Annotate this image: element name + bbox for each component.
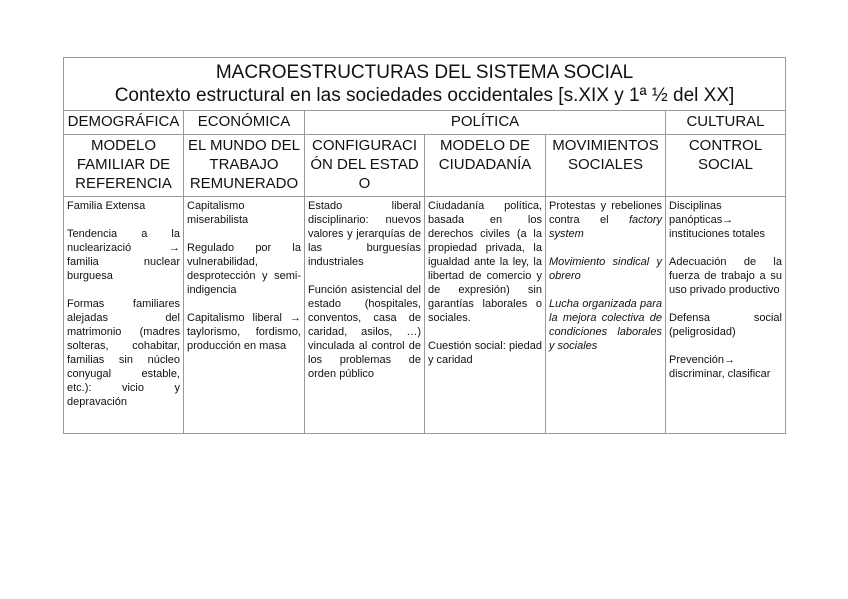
cell-text-plain: Protestas y rebeliones contra el [549,200,662,226]
table-title: MACROESTRUCTURAS DEL SISTEMA SOCIAL [215,62,634,83]
subheader-row [64,135,786,197]
cell-text: Formas familiares alejadas del matrimonio (madres solteras, cohabitar, familias sin núcleo conyugal estable, etc.): vicio y depravación [67,298,180,408]
cell-modelo-familiar [64,197,184,434]
cell-text: Lucha organizada para la mejora colectiva de condiciones laborales y sociales [549,298,662,352]
subheader-control-social: CONTROL SOCIAL [666,135,786,197]
cell-text-italic: factory system [549,214,662,240]
cell-text: Defensa social (peligrosidad) [669,312,782,338]
cell-text: Tendencia a la nuclearizació → familia nuclear burguesa [67,228,180,282]
content-row [64,197,786,434]
cell-text: Disciplinas panópticas→ instituciones totales [669,200,765,240]
category-demografica: DEMOGRÁFICA [64,111,184,135]
cell-mundo-trabajo [184,197,305,434]
cell-modelo-ciudadania [425,197,546,434]
title-cell [64,58,786,111]
cell-text: Cuestión social: piedad y caridad [428,340,542,366]
cell-text [549,199,662,241]
cell-configuracion-estado [305,197,425,434]
category-row [64,111,786,135]
subheader-modelo-familiar: MODELO FAMILIAR DE REFERENCIA [64,135,184,197]
subheader-configuracion-estado: CONFIGURACIÓN DEL ESTADO [305,135,425,197]
cell-text: Función asistencial del estado (hospitales, conventos, casa de caridad, asilos, …) vinculada al control de los problemas de orden público [308,284,421,380]
table-subtitle: Contexto estructural en las sociedades occidentales [s.XIX y 1ª ½ del XX] [114,85,735,106]
cell-text: Prevención→ discriminar, clasificar [669,354,771,380]
cell-text: Capitalismo liberal → taylorismo, fordismo, producción en masa [187,312,301,352]
cell-text: Ciudadanía política, basada en los derechos civiles (a la propiedad privada, la igualdad ante la ley, la libertad de comercio y de expresión) sin garantías laborales o sociales. [428,200,542,324]
cell-text: Estado liberal disciplinario: nuevos valores y jerarquías de las burguesías industriales [308,200,421,268]
category-cultural: CULTURAL [666,111,786,135]
cell-movimientos-sociales [546,197,666,434]
subheader-modelo-ciudadania: MODELO DE CIUDADANÍA [425,135,546,197]
subheader-mundo-trabajo: EL MUNDO DEL TRABAJO REMUNERADO [184,135,305,197]
title-row [64,58,786,111]
cell-text: Capitalismo miserabilista [187,200,249,226]
cell-text: Familia Extensa [67,200,146,212]
cell-text: Movimiento sindical y obrero [549,256,662,282]
category-economica: ECONÓMICA [184,111,305,135]
macrostructures-table [63,57,786,434]
category-politica: POLÍTICA [305,111,666,135]
subheader-movimientos-sociales: MOVIMIENTOS SOCIALES [546,135,666,197]
cell-text: Adecuación de la fuerza de trabajo a su uso privado productivo [669,256,782,296]
cell-text: Regulado por la vulnerabilidad, desprotección y semi-indigencia [187,242,301,296]
cell-control-social [666,197,786,434]
